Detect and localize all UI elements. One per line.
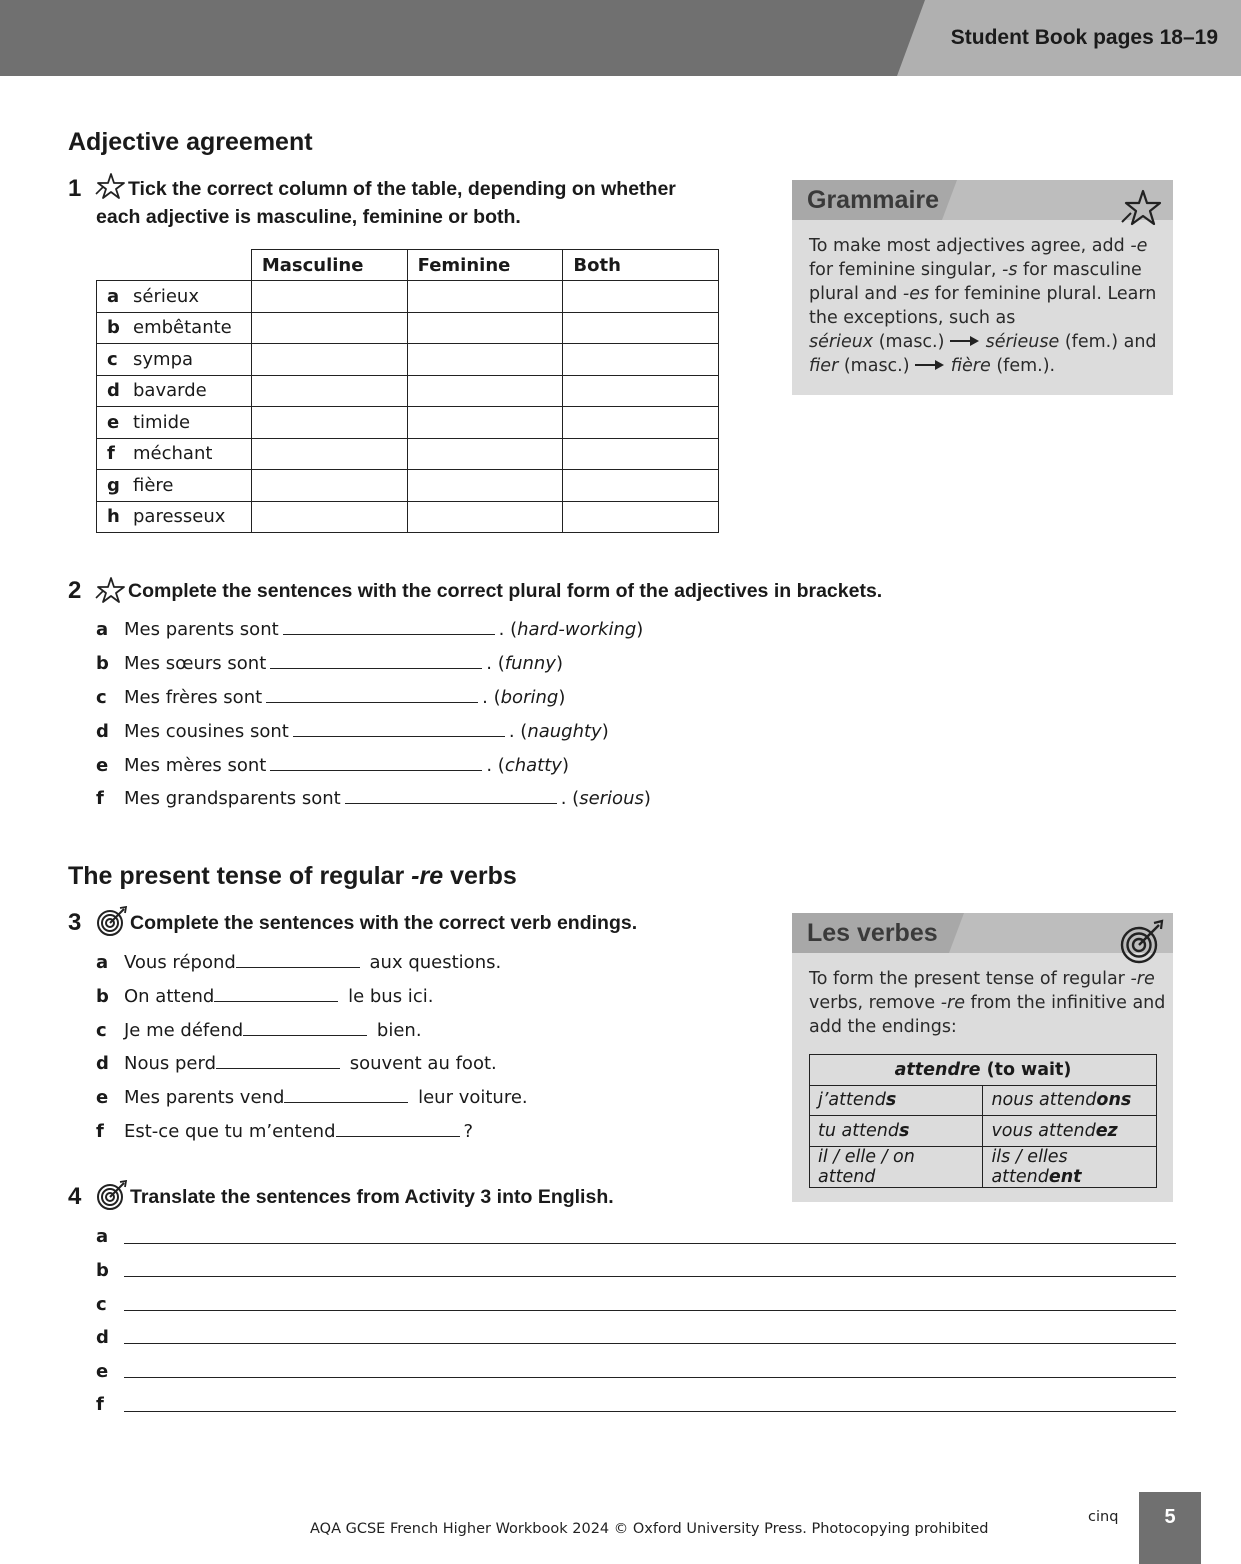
question-text: Complete the sentences with the correct plural form of the adjectives in brackets. <box>128 580 883 602</box>
sentence-item: f Est-ce que tu m’entend ? <box>96 1121 474 1142</box>
tick-cell[interactable] <box>407 312 563 344</box>
row-word: méchant <box>133 443 213 465</box>
sentence-item: a Mes parents sont . (hard-working) <box>96 619 644 640</box>
question-text: Translate the sentences from Activity 3 into English. <box>130 1186 614 1208</box>
row-letter: e <box>107 411 120 433</box>
line-letter: d <box>96 1327 109 1348</box>
tick-cell[interactable] <box>407 407 563 439</box>
answer-blank[interactable] <box>345 789 557 804</box>
row-letter: f <box>107 443 115 465</box>
answer-line[interactable] <box>124 1343 1176 1344</box>
question-number: 3 <box>68 909 82 936</box>
section-title-re-verbs: The present tense of regular -re verbs <box>68 862 517 890</box>
tick-cell[interactable] <box>563 344 719 376</box>
line-letter: b <box>96 1260 109 1281</box>
column-header-masculine: Masculine <box>251 250 407 281</box>
tick-cell[interactable] <box>251 312 407 344</box>
tick-cell[interactable] <box>407 470 563 502</box>
answer-blank[interactable] <box>236 953 360 968</box>
page-word: cinq <box>1088 1509 1119 1525</box>
section-title-adjectives: Adjective agreement <box>68 128 313 156</box>
answer-line[interactable] <box>124 1411 1176 1412</box>
table-row: il / elle / on attend ils / elles attendent <box>810 1146 1157 1187</box>
line-letter: a <box>96 1226 109 1247</box>
attendre-table-header: attendre (to wait) <box>810 1055 1157 1086</box>
tick-cell[interactable] <box>407 344 563 376</box>
target-icon <box>96 906 128 936</box>
target-icon <box>1119 919 1165 965</box>
star-outline-icon <box>94 172 126 200</box>
tick-cell[interactable] <box>251 407 407 439</box>
answer-blank[interactable] <box>216 1054 340 1069</box>
table-row <box>97 501 719 533</box>
line-letter: c <box>96 1294 107 1315</box>
table-row <box>97 281 719 313</box>
table-row <box>97 407 719 439</box>
answer-blank[interactable] <box>293 722 505 737</box>
tick-cell[interactable] <box>407 438 563 470</box>
target-icon <box>96 1180 128 1210</box>
tick-cell[interactable] <box>407 501 563 533</box>
answer-line[interactable] <box>124 1310 1176 1311</box>
answer-blank[interactable] <box>284 1088 408 1103</box>
answer-line[interactable] <box>124 1377 1176 1378</box>
row-word: paresseux <box>133 506 226 528</box>
page-number: 5 <box>1164 1506 1176 1528</box>
question-text: Tick the correct column of the table, depending on whether <box>128 178 676 200</box>
right-arrow-icon <box>950 335 980 347</box>
answer-line[interactable] <box>124 1276 1176 1277</box>
tick-cell[interactable] <box>407 281 563 313</box>
row-letter: c <box>107 348 118 370</box>
sentence-item: f Mes grandsparents sont . (serious) <box>96 788 651 809</box>
table-row <box>97 438 719 470</box>
table-row: j’attends nous attendons <box>810 1085 1157 1116</box>
row-word: sérieux <box>133 285 199 307</box>
table-corner <box>97 250 252 281</box>
answer-blank[interactable] <box>214 987 338 1002</box>
table-row: tu attends vous attendez <box>810 1116 1157 1147</box>
row-letter: d <box>107 380 120 402</box>
question-number: 4 <box>68 1183 82 1210</box>
copyright-notice: AQA GCSE French Higher Workbook 2024 © Oxford University Press. Photocopying prohibited <box>310 1521 989 1537</box>
tick-cell[interactable] <box>407 375 563 407</box>
sentence-item: c Mes frères sont . (boring) <box>96 687 566 708</box>
tick-cell[interactable] <box>251 375 407 407</box>
tick-cell[interactable] <box>563 438 719 470</box>
table-row <box>97 344 719 376</box>
row-word: bavarde <box>133 380 207 402</box>
tick-cell[interactable] <box>563 375 719 407</box>
question-number: 1 <box>68 175 82 202</box>
tick-cell[interactable] <box>563 281 719 313</box>
table-row <box>97 470 719 502</box>
tick-cell[interactable] <box>563 470 719 502</box>
tick-cell[interactable] <box>251 470 407 502</box>
question-number: 2 <box>68 577 82 604</box>
header-label: Student Book pages 18–19 <box>950 26 1218 49</box>
tick-cell[interactable] <box>251 344 407 376</box>
sentence-item: e Mes parents vend leur voiture. <box>96 1087 528 1108</box>
verbes-box <box>792 913 1173 1202</box>
table-row <box>97 375 719 407</box>
star-outline-icon <box>94 576 126 604</box>
question-text: Complete the sentences with the correct verb endings. <box>130 912 638 934</box>
answer-blank[interactable] <box>270 654 482 669</box>
row-letter: h <box>107 506 120 528</box>
row-word: timide <box>133 411 191 433</box>
answer-blank[interactable] <box>336 1122 460 1137</box>
tick-cell[interactable] <box>563 501 719 533</box>
sentence-item: d Mes cousines sont . (naughty) <box>96 721 609 742</box>
sentence-item: d Nous perd souvent au foot. <box>96 1053 497 1074</box>
grammaire-box <box>792 180 1173 395</box>
star-outline-icon <box>1119 188 1163 230</box>
column-header-feminine: Feminine <box>407 250 563 281</box>
tick-cell[interactable] <box>251 438 407 470</box>
sentence-item: c Je me défend bien. <box>96 1020 422 1041</box>
row-word: embêtante <box>133 317 232 339</box>
column-header-both: Both <box>563 250 719 281</box>
row-letter: g <box>107 474 120 496</box>
grammaire-title: Grammaire <box>807 186 940 214</box>
right-arrow-icon <box>915 359 945 371</box>
answer-blank[interactable] <box>266 688 478 703</box>
row-letter: a <box>107 285 120 307</box>
attendre-table <box>809 1054 1157 1188</box>
answer-line[interactable] <box>124 1243 1176 1244</box>
tick-cell[interactable] <box>251 501 407 533</box>
tick-cell[interactable] <box>251 281 407 313</box>
tick-cell[interactable] <box>563 312 719 344</box>
question-text: each adjective is masculine, feminine or both. <box>96 206 521 228</box>
table-row <box>97 312 719 344</box>
sentence-item: b Mes sœurs sont . (funny) <box>96 653 563 674</box>
sentence-item: a Vous répond aux questions. <box>96 952 502 973</box>
adjective-table <box>96 249 719 533</box>
row-word: sympa <box>133 348 194 370</box>
answer-blank[interactable] <box>270 756 482 771</box>
tick-cell[interactable] <box>563 407 719 439</box>
answer-blank[interactable] <box>243 1021 367 1036</box>
verbes-text: To form the present tense of regular -re verbs, remove -re from the infinitive and add the endings: <box>809 969 1166 1037</box>
line-letter: f <box>96 1394 104 1415</box>
sentence-item: e Mes mères sont . (chatty) <box>96 755 569 776</box>
sentence-item: b On attend le bus ici. <box>96 986 434 1007</box>
line-letter: e <box>96 1361 109 1382</box>
row-word: fière <box>133 474 174 496</box>
verbes-title: Les verbes <box>807 919 938 947</box>
row-letter: b <box>107 317 120 339</box>
grammaire-text: To make most adjectives agree, add -e for feminine singular, -s for masculine plural and -es for feminine plural. Learn the exceptions, such as sérieux (masc.) sérieuse (fem.) and fier (masc.) fière (fem.). <box>809 236 1157 376</box>
answer-blank[interactable] <box>283 620 495 635</box>
